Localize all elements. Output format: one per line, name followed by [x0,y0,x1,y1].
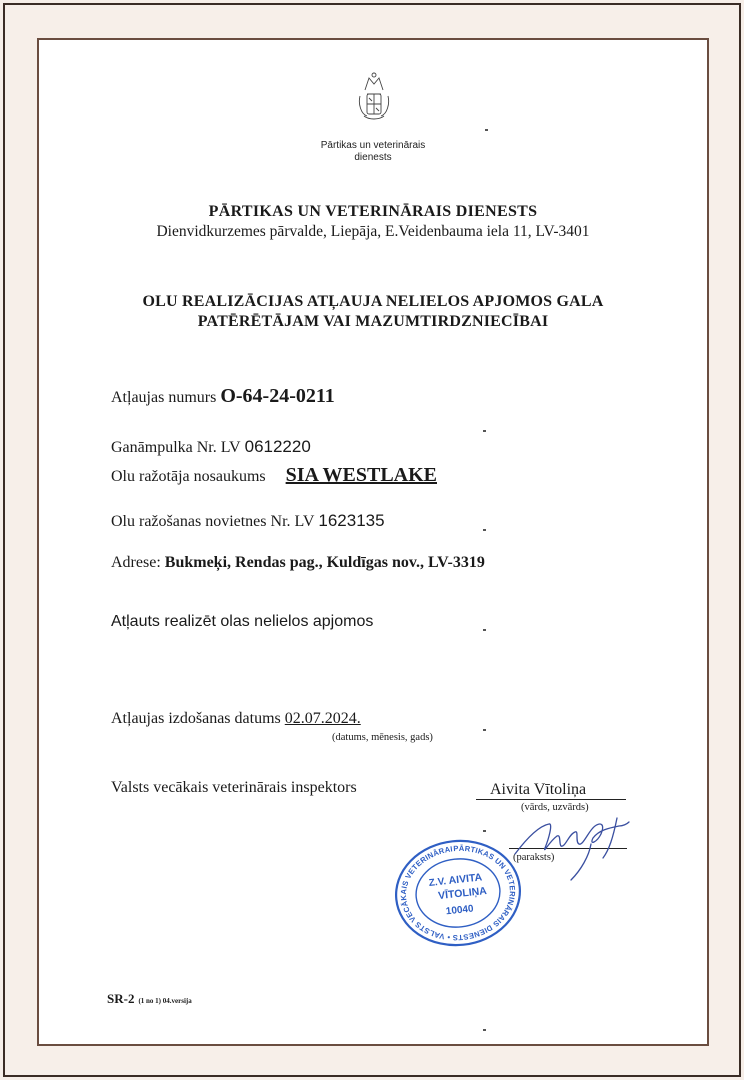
handwritten-signature [509,808,639,888]
scan-mark [483,1029,486,1031]
footer-form-code-row [107,990,192,1008]
inspector-name: Aivita Vītoliņa [490,781,587,798]
issue-date-row [111,710,361,728]
production-site-label: Olu ražošanas novietnes Nr. LV [111,513,315,530]
address-label: Adrese: [111,554,161,571]
document-sheet [37,38,709,1046]
signature-hint: (paraksts) [513,852,555,863]
producer-row [111,464,437,487]
permit-number-value: O-64-24-0211 [220,385,335,407]
scan-mark [483,729,486,731]
name-underline [476,799,626,800]
issue-date-value: 02.07.2024. [284,710,361,727]
official-stamp [392,837,524,949]
coat-of-arms-icon [357,70,391,132]
permit-number-label: Atļaujas numurs [111,389,217,406]
herd-number-row [111,437,311,457]
scan-mark [483,529,486,531]
logo-text-line1: Pārtikas un veterinārais [320,140,426,151]
address-value: Bukmeķi, Rendas pag., Kuldīgas nov., LV-3319 [164,554,485,571]
logo-text-line2: dienests [354,152,392,163]
herd-number-label: Ganāmpulka Nr. LV [111,439,241,456]
document-title-line1: OLU REALIZĀCIJAS ATĻAUJA NELIELOS APJOMOS GALA [142,293,604,310]
producer-value: SIA WESTLAKE [285,464,437,486]
agency-branch: Dienvidkurzemes pārvalde, Liepāja, E.Veidenbauma iela 11, LV-3401 [156,223,590,240]
stamp-ring-text: PĀRTIKAS UN VETERINĀRAIS DIENESTS • VALSTS VECĀKAIS VETERINĀRAIS [398,843,517,943]
scan-mark [483,430,486,432]
producer-label: Olu ražotāja nosaukums [111,468,266,485]
scan-mark [483,830,486,832]
production-site-value: 1623135 [318,511,385,530]
form-code: SR-2 [107,991,135,1006]
stamp-prefix: Z.V. [428,876,447,889]
herd-number-value: 0612220 [244,437,311,456]
permit-number-row [111,385,335,408]
production-site-row [111,511,385,531]
document-title-line2: PATĒRĒTĀJAM VAI MAZUMTIRDZNIECĪBAI [197,313,549,330]
issue-date-hint: (datums, mēnesis, gads) [332,732,433,743]
scan-mark [485,129,488,131]
stamp-number: 10040 [445,903,475,918]
permission-statement: Atļauts realizēt olas nelielos apjomos [111,613,374,630]
name-hint: (vārds, uzvārds) [521,802,589,813]
scan-mark [483,629,486,631]
address-row [111,554,485,572]
stamp-name-line1: AIVITA [448,871,483,887]
form-version: (1 no 1) 04.versija [138,997,192,1005]
inspector-role: Valsts vecākais veterinārais inspektors [111,779,357,796]
issue-date-label: Atļaujas izdošanas datums [111,710,281,727]
agency-name: PĀRTIKAS UN VETERINĀRAIS DIENESTS [208,203,538,220]
stamp-name-line2: VĪTOLIŅA [437,885,488,903]
